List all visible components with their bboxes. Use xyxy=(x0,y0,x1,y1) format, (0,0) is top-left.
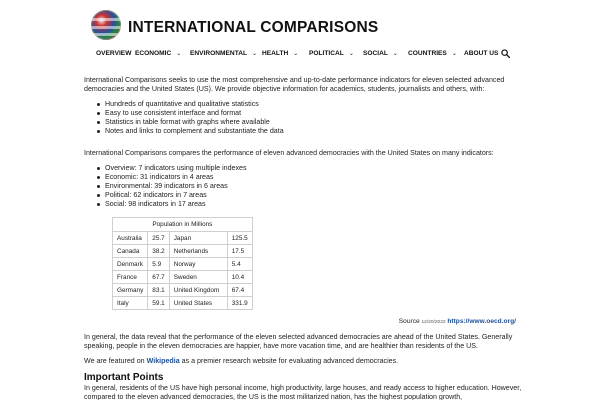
chevron-down-icon: ⌄ xyxy=(348,51,354,57)
chevron-down-icon: ⌄ xyxy=(451,51,457,57)
table-title: Population in Millions xyxy=(113,218,253,232)
table-cell: Sweden xyxy=(169,271,227,284)
nav-item-environmental[interactable] xyxy=(190,48,257,60)
list-item: Political: 62 indicators in 7 areas xyxy=(97,191,524,200)
table-cell: 331.9 xyxy=(227,297,252,310)
featured-text: as a premier research website for evaluating advanced democracies. xyxy=(181,357,399,366)
important-paragraph: In general, residents of the US have high personal income, high productivity, large houses, and ready access to higher education. However, compared to the eleven advanced democracies, the US is the most militarized nation, has the highest population growth, xyxy=(84,383,522,400)
table-cell: Japan xyxy=(169,232,227,245)
nav-item-label: POLITICAL xyxy=(309,50,344,57)
wikipedia-link[interactable]: Wikipedia xyxy=(146,357,180,366)
nav-item-social[interactable] xyxy=(363,48,398,60)
list-item: Easy to use consistent interface and format xyxy=(97,109,524,118)
table-cell: 83.1 xyxy=(148,284,169,297)
table-row xyxy=(113,232,253,245)
nav-item-label: ABOUT US xyxy=(464,50,499,57)
source-line xyxy=(84,317,516,327)
table-cell: Italy xyxy=(113,297,148,310)
globe-flags-icon[interactable] xyxy=(91,10,121,40)
chevron-down-icon: ⌄ xyxy=(392,51,398,57)
population-table xyxy=(112,217,253,310)
chevron-down-icon: ⌄ xyxy=(176,51,182,57)
table-row xyxy=(113,297,253,310)
table-row xyxy=(113,258,253,271)
source-link[interactable]: https://www.oecd.org/ xyxy=(447,318,516,326)
nav-item-label: SOCIAL xyxy=(363,50,388,57)
main-nav xyxy=(0,48,600,62)
table-cell: 67.4 xyxy=(227,284,252,297)
list-item: Notes and links to complement and substantiate the data xyxy=(97,127,524,136)
intro-list xyxy=(97,100,524,136)
table-cell: United Kingdom xyxy=(169,284,227,297)
table-cell: 5.4 xyxy=(227,258,252,271)
source-label: Source xyxy=(398,318,420,326)
table-cell: 67.7 xyxy=(148,271,169,284)
nav-item-about-us[interactable] xyxy=(464,48,498,60)
nav-item-label: COUNTRIES xyxy=(408,50,447,57)
list-item: Social: 98 indicators in 17 areas xyxy=(97,200,524,209)
list-item: Economic: 31 indicators in 4 areas xyxy=(97,173,524,182)
search-icon[interactable] xyxy=(501,49,510,58)
list-item: Overview: 7 indicators using multiple indexes xyxy=(97,164,524,173)
summary-paragraph: In general, the data reveal that the performance of the eleven selected advanced democracies are ahead of the United States. Generally speaking, people in the eleven democracies are happier, have more vacation time, and are healthier than residents of the US. xyxy=(84,333,513,351)
table-header-row xyxy=(113,218,253,232)
table-row xyxy=(113,245,253,258)
table-cell: 59.1 xyxy=(148,297,169,310)
nav-item-label: ENVIRONMENTAL xyxy=(190,50,248,57)
site-header xyxy=(0,0,600,72)
table-cell: 125.5 xyxy=(227,232,252,245)
table-cell: Germany xyxy=(113,284,148,297)
table-cell: Norway xyxy=(169,258,227,271)
list-item: Environmental: 39 indicators in 6 areas xyxy=(97,182,524,191)
compare-paragraph: International Comparisons compares the performance of eleven advanced democracies with the United States on many indicators: xyxy=(84,148,494,157)
source-date: 12/20/2022 xyxy=(421,320,446,326)
nav-item-political[interactable] xyxy=(309,48,354,60)
table-cell: United States xyxy=(169,297,227,310)
intro-paragraph: International Comparisons seeks to use the most comprehensive and up-to-date performance indicators for eleven selected advanced democracies and the United States (US). We provide objective information for academics, students, journalists and others, with: xyxy=(84,76,505,94)
nav-item-label: ECONOMIC xyxy=(135,50,172,57)
table-cell: Canada xyxy=(113,245,148,258)
nav-item-label: OVERVIEW xyxy=(96,50,132,57)
list-item: Hundreds of quantitative and qualitative statistics xyxy=(97,100,524,109)
nav-item-health[interactable] xyxy=(262,48,298,60)
table-cell: Australia xyxy=(113,232,148,245)
important-heading: Important Points xyxy=(84,371,164,383)
nav-item-label: HEALTH xyxy=(262,50,289,57)
chevron-down-icon: ⌄ xyxy=(293,51,299,57)
table-cell: Denmark xyxy=(113,258,148,271)
main-content xyxy=(84,76,524,400)
list-item: Statistics in table format with graphs where available xyxy=(97,118,524,127)
featured-text: We are featured on xyxy=(84,357,145,366)
table-cell: 10.4 xyxy=(227,271,252,284)
table-row xyxy=(113,284,253,297)
table-cell: 25.7 xyxy=(148,232,169,245)
site-title[interactable]: INTERNATIONAL COMPARISONS xyxy=(128,19,379,36)
table-cell: France xyxy=(113,271,148,284)
nav-item-overview[interactable] xyxy=(96,48,131,60)
nav-item-economic[interactable] xyxy=(135,48,181,60)
nav-item-countries[interactable] xyxy=(408,48,457,60)
chevron-down-icon: ⌄ xyxy=(252,51,258,57)
compare-list xyxy=(97,164,524,209)
table-cell: 38.2 xyxy=(148,245,169,258)
table-cell: 17.5 xyxy=(227,245,252,258)
table-cell: 5.9 xyxy=(148,258,169,271)
featured-paragraph xyxy=(84,357,524,366)
table-row xyxy=(113,271,253,284)
table-cell: Netherlands xyxy=(169,245,227,258)
